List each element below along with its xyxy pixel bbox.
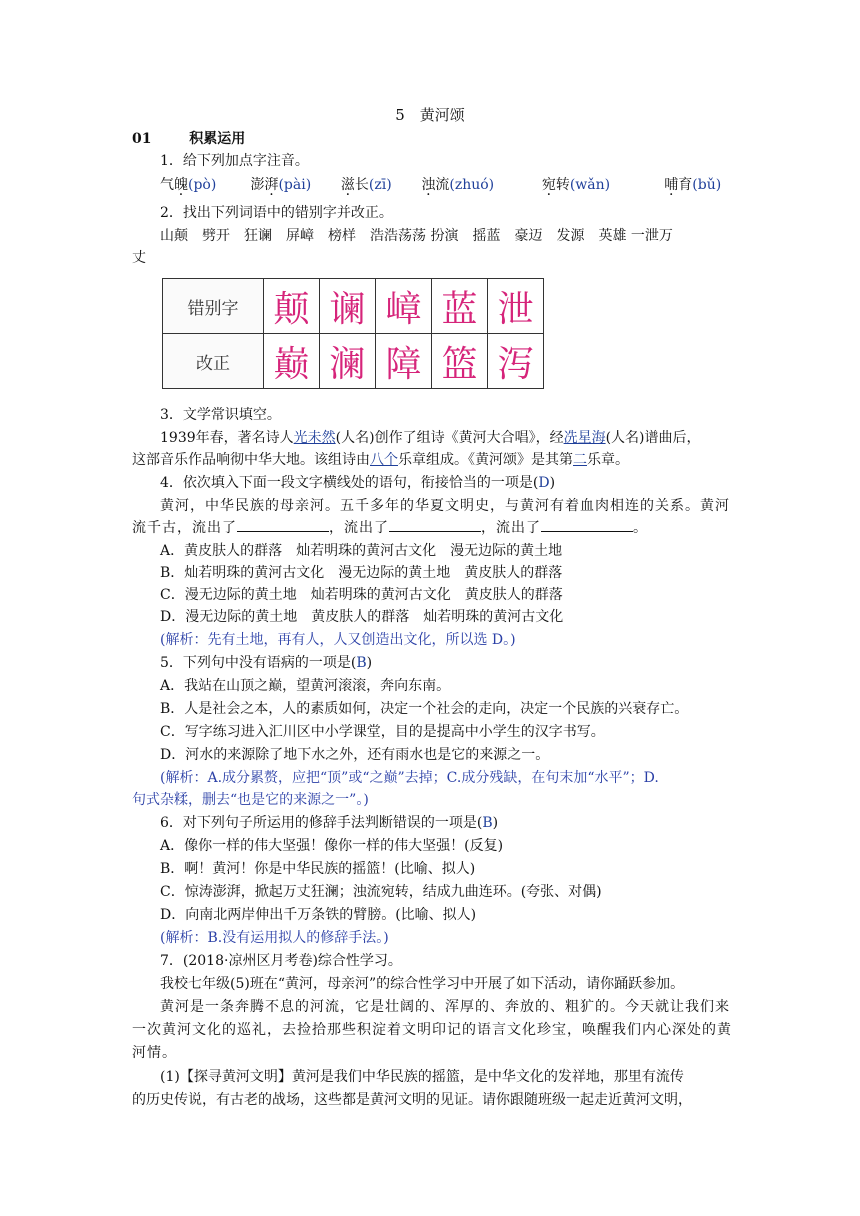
q6-option-b: B．啊！黄河！你是中华民族的摇篮！(比喻、拟人) — [160, 861, 476, 877]
q6-answer: B — [482, 815, 493, 831]
answer-poet: 光未然 — [293, 430, 336, 446]
q7-stem: 7．(2018·凉州区月考卷)综合性学习。 — [160, 953, 402, 969]
q4-passage-cont: 流千古，流出了 ，流出了 ，流出了 。 — [132, 517, 732, 539]
section-label: 积累运用 — [189, 131, 246, 147]
row-header: 错别字 — [163, 279, 264, 334]
q7-passage: 黄河是一条奔腾不息的河流，它是壮阔的、浑厚的、奔放的、粗犷的。今天就让我们来 — [160, 999, 730, 1015]
q5-analysis-cont: 句式杂糅，删去“也是它的来源之一”。) — [132, 792, 369, 808]
answer-composer: 冼星海 — [563, 430, 606, 446]
q4-option-c: C．漫无边际的黄土地 灿若明珠的黄河古文化 黄皮肤人的群落 — [160, 587, 563, 603]
q4-stem: 4．依次填入下面一段文字横线处的语句，衔接恰当的一项是(D) — [160, 475, 556, 491]
corrected-char: 澜 — [320, 334, 376, 389]
q5-option-b: B．人是社会之本，人的素质如何，决定一个社会的走向，决定一个民族的兴衰存亡。 — [160, 701, 689, 717]
q5-option-d: D．河水的来源除了地下水之外，还有雨水也是它的来源之一。 — [160, 747, 550, 763]
q1-item: 浊流(zhuó) — [421, 177, 495, 193]
q4-option-b: B．灿若明珠的黄河古文化 漫无边际的黄土地 黄皮肤人的群落 — [160, 565, 563, 581]
q3-stem: 3．文学常识填空。 — [160, 407, 281, 423]
corrected-char: 篮 — [432, 334, 488, 389]
q5-option-a: A．我站在山顶之巅，望黄河滚滚，奔向东南。 — [160, 678, 451, 694]
q7-sub1-cont: 的历史传说，有古老的战场，这些都是黄河文明的见证。请你跟随班级一起走近黄河文明， — [132, 1092, 692, 1108]
wrong-char: 颠 — [264, 279, 320, 334]
answer-movements: 八个 — [370, 452, 398, 468]
fill-blank — [389, 517, 481, 532]
q1-item: 滋长(zī) — [340, 177, 392, 193]
q6-option-d: D．向南北两岸伸出千万条铁的臂膀。(比喻、拟人) — [160, 907, 477, 923]
q7-intro: 我校七年级(5)班在“黄河，母亲河”的综合性学习中开展了如下活动，请你踊跃参加。 — [160, 976, 685, 992]
q7-passage-end: 河情。 — [132, 1045, 177, 1061]
fill-blank — [237, 517, 329, 532]
correction-table — [162, 278, 544, 389]
q1-stem: 1．给下列加点字注音。 — [160, 153, 309, 169]
q7-sub1: (1)【探寻黄河文明】黄河是我们中华民族的摇篮，是中华文化的发祥地，那里有流传 — [160, 1069, 684, 1085]
q4-answer: D — [538, 475, 550, 491]
page-title: 5 黄河颂 — [395, 106, 465, 124]
answer-order: 二 — [573, 452, 587, 468]
q6-stem: 6．对下列句子所运用的修辞手法判断错误的一项是(B) — [160, 815, 499, 831]
q6-option-c: C．惊涛澎湃，掀起万丈狂澜；浊流宛转，结成九曲连环。(夸张、对偶) — [160, 884, 602, 900]
table-row — [163, 279, 544, 334]
wrong-char: 谰 — [320, 279, 376, 334]
q4-option-d: D．漫无边际的黄土地 黄皮肤人的群落 灿若明珠的黄河古文化 — [160, 609, 564, 625]
q5-option-c: C．写字练习进入汇川区中小学课堂，目的是提高中小学生的汉字书写。 — [160, 724, 605, 740]
corrected-char: 障 — [376, 334, 432, 389]
q4-option-a: A．黄皮肤人的群落 灿若明珠的黄河古文化 漫无边际的黄土地 — [160, 543, 563, 559]
wrong-char: 蓝 — [432, 279, 488, 334]
q2-stem: 2．找出下列词语中的错别字并改正。 — [160, 205, 393, 221]
corrected-char: 泻 — [488, 334, 544, 389]
wrong-char: 嶂 — [376, 279, 432, 334]
q3-line2: 这部音乐作品响彻中华大地。该组诗由八个乐章组成。《黄河颂》是其第二乐章。 — [132, 452, 629, 468]
q1-item: 澎湃(pài) — [250, 177, 312, 193]
q6-option-a: A．像你一样的伟大坚强！像你一样的伟大坚强！(反复) — [160, 838, 504, 854]
q6-analysis: (解析：B.没有运用拟人的修辞手法。) — [160, 930, 389, 946]
q1-items — [160, 174, 760, 196]
q1-item: 哺育(bǔ) — [664, 177, 722, 193]
section-number: 01 — [132, 131, 152, 147]
q5-stem: 5．下列句中没有语病的一项是(B) — [160, 655, 373, 671]
fill-blank — [541, 517, 633, 532]
corrected-char: 巅 — [264, 334, 320, 389]
q4-analysis: (解析：先有土地，再有人，人又创造出文化，所以选 D。) — [160, 632, 516, 648]
wrong-char: 泄 — [488, 279, 544, 334]
q3-line1: 1939年春，著名诗人光未然(人名)创作了组诗《黄河大合唱》，经冼星海(人名)谱曲后， — [160, 430, 701, 446]
q4-passage: 黄河，中华民族的母亲河。五千多年的华夏文明史，与黄河有着血肉相连的关系。黄河 — [160, 498, 730, 514]
section-heading — [132, 128, 732, 150]
q7-passage-cont: 一次黄河文化的巡礼，去捡拾那些积淀着文明印记的语言文化珍宝，唤醒我们内心深处的黄 — [132, 1022, 732, 1038]
q1-item: 宛转(wǎn) — [541, 177, 611, 193]
q5-analysis: (解析：A.成分累赘，应把“顶”或“之巅”去掉；C.成分残缺，在句末加“水平”；D. — [160, 770, 659, 786]
q2-words-cont: 丈 — [132, 250, 146, 266]
q2-words: 山颠 劈开 狂谰 屏嶂 榜样 浩浩荡荡 扮演 摇蓝 豪迈 发源 英雄 一泄万 — [160, 228, 673, 244]
q1-item: 气魄(pò) — [160, 177, 217, 193]
table-row — [163, 334, 544, 389]
q5-answer: B — [356, 655, 367, 671]
row-header: 改正 — [163, 334, 264, 389]
